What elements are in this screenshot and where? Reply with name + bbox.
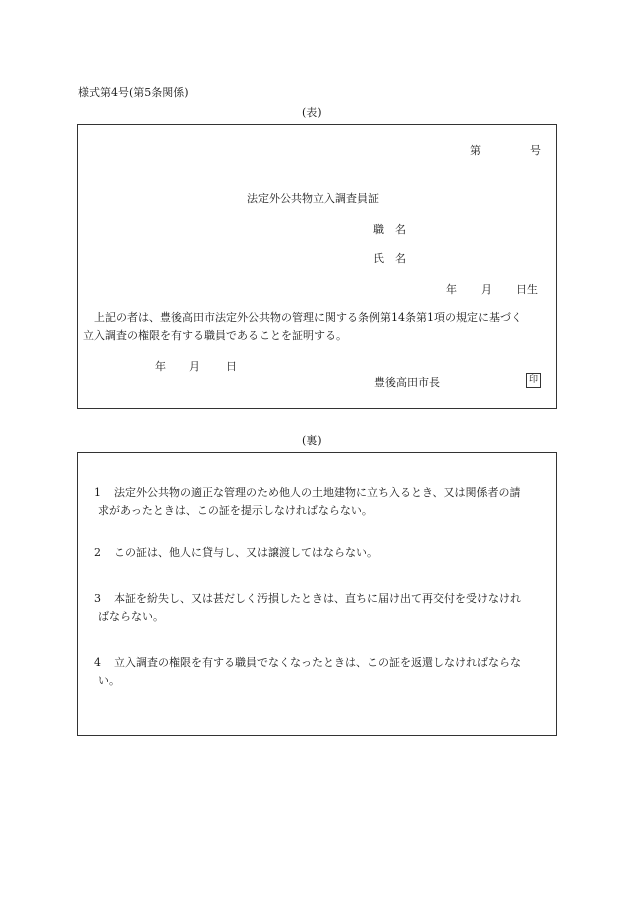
notice-number: 3 xyxy=(94,592,101,605)
issue-month: 月 xyxy=(189,360,200,373)
back-side-label: (裏) xyxy=(302,434,322,447)
front-side-label: (表) xyxy=(302,106,322,119)
notice-line: この証は、他人に貸与し、又は譲渡してはならない。 xyxy=(114,546,378,559)
back-card xyxy=(77,452,557,736)
card-title: 法定外公共物立入調査員証 xyxy=(247,192,379,205)
notice-line: 立入調査の権限を有する職員でなくなったときは、この証を返還しなければならな xyxy=(114,656,521,669)
notice-line: い。 xyxy=(98,674,120,687)
notice-number: 4 xyxy=(94,656,101,669)
number-go: 号 xyxy=(530,144,541,157)
notice-number: 2 xyxy=(94,546,101,559)
birth-year: 年 xyxy=(446,283,457,296)
notice-line: 法定外公共物の適正な管理のため他人の土地建物に立ち入るとき、又は関係者の請 xyxy=(114,486,521,499)
issue-day: 日 xyxy=(226,360,237,373)
seal-icon: 印 xyxy=(526,373,541,388)
issue-year: 年 xyxy=(155,360,166,373)
notice-number: 1 xyxy=(94,486,101,499)
notice-line: 本証を紛失し、又は甚だしく汚損したときは、直ちに届け出て再交付を受けなけれ xyxy=(114,592,521,605)
name-label: 氏 名 xyxy=(373,252,406,265)
birth-month: 月 xyxy=(481,283,492,296)
issuer-title: 豊後高田市長 xyxy=(374,376,440,389)
number-dai: 第 xyxy=(470,144,481,157)
certification-line-2: 立入調査の権限を有する職員であることを証明する。 xyxy=(83,329,347,342)
notice-line: ばならない。 xyxy=(98,610,164,623)
certification-line-1: 上記の者は、豊後高田市法定外公共物の管理に関する条例第14条第1項の規定に基づく xyxy=(94,311,522,324)
job-label: 職 名 xyxy=(373,223,406,236)
notice-line: 求があったときは、この証を提示しなければならない。 xyxy=(98,504,373,517)
front-card xyxy=(77,124,557,409)
form-label: 様式第4号(第5条関係) xyxy=(78,86,189,99)
birth-day: 日生 xyxy=(516,283,538,296)
